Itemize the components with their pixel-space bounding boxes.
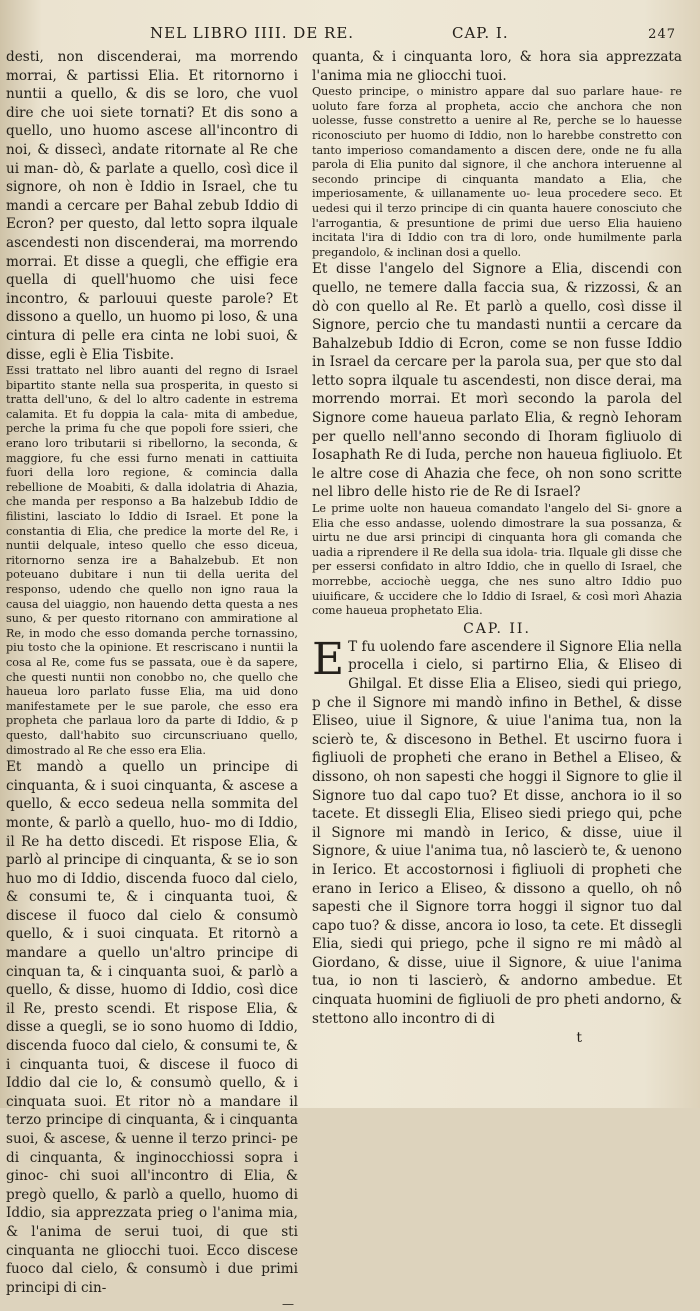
scripture-text: Et disse l'angelo del Signore a Elia, discendi con quello, ne temere dalla faccia sua, & rizzossi, & an dò con quello al Re. Et parlò a quello, così disse il Signore, percio che tu mandasti nuntii a cercare da Bahalzebub Iddio di Ecron, come se non fusse Iddio in Israel da cercare per la parola sua, per que sto dal letto sopra ilquale tu ascendesti, non disce derai, ma morrendo morrai. Et morì secondo la parola del Signore come haueua parlato Elia, & regnò Iehoram per quello nell'anno secondo di Ihoram figliuolo di Iosaphath Re di Iuda, perche non haueua figliuolo. Et le altre cose di Ahazia che fece, oh non sono scritte nel libro delle histo rie de Re di Israel? (312, 261, 682, 501)
chapter-two-text: T fu uolendo fare ascendere il Signore Elia nella procella i cielo, si partirno Elia, & Eliseo di Ghilgal. Et disse Elia a Eliseo, siedi qui priego, p che il Signore mi mandò infino in Bethel, & disse Eliseo, uiue il Signore, & uiue l'anima tua, non la scierò te, & discesono in Bethel. Et uscirno fuora i figliuoli de propheti che erano in Bethel a Eliseo, & dissono, oh non sapesti che hoggi il Signore to glie il Signore tuo dal capo tuo? Et disse, anchora io il so tacete. Et dissegli Elia, Eliseo siedi priego qui, pche il Signore mi mandò in Ierico, & disse, uiue il Signore, & uiue l'anima tua, nô lascierò te, & uenono in Ierico. Et accostornosi i figliuoli di propheti che erano in Ierico a Eliseo, & dissono a quello, oh nô sapesti che il Signore torra hoggi il signor tuo dal capo tuo? & disse, ancora io loso, ta cete. Et dissegli Elia, siedi qui priego, pche il signo re mi mâdò al Giordano, & disse, uiue il Signore, & uiue l'anima tua, io non ti lascierò, & andorno ambedue. Et cinquata huomini de figliuoli de pro pheti andorno, & stettono allo incontro di di (312, 638, 682, 1027)
drop-cap: E (312, 633, 345, 685)
page-number: 247 (648, 27, 676, 42)
commentary-text: Le prime uolte non haueua comandato l'angelo del Si- gnore a Elia che esso andasse, uolendo dimostrare la sua possanza, & uirtu ne due arsi principi di cinquanta hora gli comanda che uadia a riprendere il Re della sua idola- tria. Ilquale gli disse che per essersi confidato in altro Iddio, che in quello di Israel, che morrebbe, acciochè uegga, che nes suno altro Iddio puo uiuificare, & uccidere che lo Iddio di Israel, & così morì Ahazia come haueua prophetato Elia. (312, 502, 682, 618)
scripture-text: quanta, & i cinquanta loro, & hora sia apprezzata l'anima mia ne gliocchi tuoi. (312, 49, 682, 84)
text-columns (6, 48, 682, 1311)
scripture-text: desti, non discenderai, ma morrendo morrai, & partissi Elia. Et ritornorno i nuntii a quello, & dis se loro, che vuol dire che uoi siete tornati? Et dis sono a quello, uno huomo ascese all'incontro di noi, & dissecì, andate ritornate al Re che ui man- dò, & parlate a quello, così dice il signore, oh non è Iddio in Israel, che tu mandi a cercare per Bahal zebub Iddio di Ecron? per questo, dal letto sopra ilquale ascendesti non discenderai, ma morrendo morrai. Et disse a quegli, che effigie era quella di quell'huomo che uisi fece incontro, & parlouui queste parole? Et dissono a quello, un huomo pi loso, & una cintura di pelle era cinta ne lobi suoi, & disse, egli è Elia Tisbite. (6, 49, 298, 363)
commentary-text: Questo principe, o ministro appare dal suo parlare haue- re uoluto fare forza al propheta, accio che anchora che non uolesse, fusse constretto a uenire al Re, perche se lo hauesse riconosciuto per huomo di Iddio, non lo harebbe constretto con tanto imperioso comandamento a discen dere, onde ne fu alla parola di Elia punito dal signore, il che anchora interuenne al secondo principe di cinquanta mandato a Elia, che imperiosamente, & uillanamente uo- leua procedere seco. Et uedesi qui il terzo principe di cin quanta hauere conosciuto che l'arrogantia, & presuntione de primi due uerso Elia hauieno incitata l'ira di Iddio con tra di loro, onde humilmente parla pregandolo, & inclinan dosi a quello. (312, 85, 682, 259)
commentary-text: Essi trattato nel libro auanti del regno di Israel bipartito stante nella sua prosperita, in questo si tratta dell'uno, & del lo altro cadente in estrema calamita. Et fu doppia la cala- mita di ambedue, perche la prima fu che que popoli fore ssieri, che erano loro tributarii si ribellorno, la seconda, & maggiore, fu che essi furno menati in cattiuita fuori della loro regione, & comincia dalla rebellione de Moabiti, & dalla idolatria di Ahazia, che manda per responso a Ba halzebub Iddio de filistini, lasciato lo Iddio di Israel. Et pone la constantia di Elia, che predice la morte del Re, i nuntii delquale, inteso quello che esso diceua, ritornorno senza ire a Bahalzebub. Et non poteuano dubitare i nun tii della uerita del responso, udendo che quello non igno raua la causa del uiaggio, non hauendo detta questa a nes suno, & per questo ritornano con ammiratione al Re, in modo che esso domanda perche tornassino, piu tosto che la opinione. Et rescriscano i nuntii la cosa al Re, come fus se passata, oue è da sapere, che questi nuntii non conobbo no, che quello che haueua loro parlato fusse Elia, ma uid dono manifestamete per le sue parole, che esso era propheta che parlaua loro da parte di Iddio, & p questo, dall'habito suo circunscriuano quello, dimostrado al Re che esso era Elia. (6, 364, 298, 757)
left-column (6, 48, 298, 1311)
running-title: NEL LIBRO IIII. DE RE. (150, 24, 355, 42)
scripture-text: Et mandò a quello un principe di cinquanta, & i suoi cinquanta, & ascese a quello, & ecco sedeua nella sommita del monte, & parlò a quello, huo- mo di Iddio, il Re ha detto discedi. Et rispose Elia, & parlò al principe di cinquanta, & se io son huo mo di Iddio, discenda fuoco dal cielo, & consumi te, & i cinquanta tuoi, & discese il fuoco dal cielo & consumò quello, & i suoi cinquata. Et ritornò a mandare a quello un'altro principe di cinquan ta, & i cinquanta suoi, & parlò a quello, & disse, huomo di Iddio, così dice il Re, presto scendi. Et rispose Elia, & disse a quegli, se io sono huomo di Iddio, discenda fuoco dal cielo, & consumi te, & i cinquanta tuoi, & discese il fuoco di Iddio dal cie lo, & consumò quello, & i cinquata suoi. Et ritor nò a mandare il terzo principe di cinquanta, & i cinquanta suoi, & ascese, & uenne il terzo princi- pe di cinquanta, & inginocchiossi sopra i ginoc- chi suoi all'incontro di Elia, & pregò quello, & parlò a quello, huomo di Iddio, sia apprezzata prieg o l'anima mia, & l'anima de serui tuoi, di que sti cinquanta ne gliocchi tuoi. Ecco discese fuoco dal cielo, & consumò i due primi principi di cin- (6, 759, 298, 1296)
catchword-mark: t (576, 1030, 582, 1047)
scripture-text (312, 633, 682, 1028)
chapter-heading: CAP. I. (452, 24, 509, 42)
chapter-two-heading: CAP. II. (463, 620, 531, 637)
right-column (312, 48, 682, 1088)
running-header (150, 24, 682, 48)
catchword-mark: — (282, 1297, 294, 1311)
